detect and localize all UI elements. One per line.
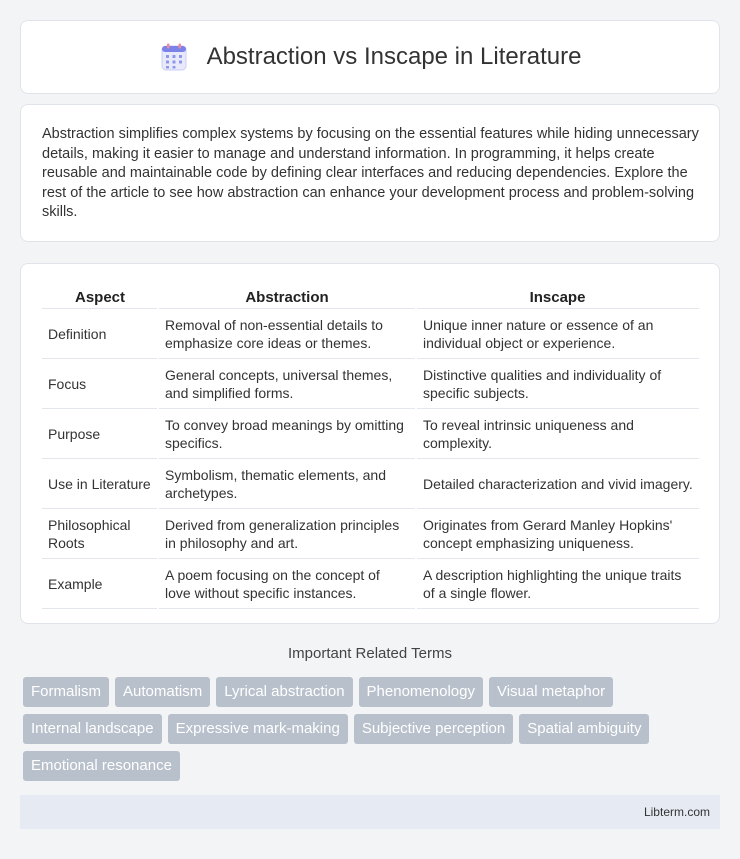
table-row: [42, 359, 699, 409]
related-terms-list: [23, 677, 703, 781]
table-row: [42, 509, 699, 559]
abstraction-cell: Symbolism, thematic elements, and archetypes.: [158, 459, 416, 509]
related-term-tag[interactable]: Internal landscape: [23, 714, 162, 744]
abstraction-cell: Derived from generalization principles in philosophy and art.: [158, 509, 416, 559]
intro-text: Abstraction simplifies complex systems by focusing on the essential features while hiding unnecessary details, making it easier to manage and understand information. In programming, it helps create reusable and maintainable code by defining clear interfaces and reducing dependencies. Explore the rest of the article to see how abstraction can enhance your development process and problem-solving skills.: [42, 126, 699, 220]
abstraction-cell: A poem focusing on the concept of love without specific instances.: [158, 559, 416, 609]
inscape-cell: Detailed characterization and vivid imagery.: [416, 459, 699, 509]
aspect-cell: Philosophical Roots: [42, 509, 158, 559]
footer-brand-link[interactable]: Libterm.com: [643, 805, 710, 819]
related-term-tag[interactable]: Emotional resonance: [23, 751, 180, 781]
table-row: [42, 309, 699, 359]
column-header-inscape: Inscape: [416, 285, 699, 309]
intro-card: [20, 104, 720, 242]
aspect-cell: Example: [42, 559, 158, 609]
related-term-tag[interactable]: Automatism: [115, 677, 210, 707]
aspect-cell: Purpose: [42, 409, 158, 459]
table-header-row: [42, 285, 699, 309]
column-header-abstraction: Abstraction: [158, 285, 416, 309]
related-term-tag[interactable]: Subjective perception: [354, 714, 513, 744]
calendar-grid-icon: [159, 42, 189, 72]
abstraction-cell: To convey broad meanings by omitting specifics.: [158, 409, 416, 459]
abstraction-cell: General concepts, universal themes, and simplified forms.: [158, 359, 416, 409]
inscape-cell: Distinctive qualities and individuality of specific subjects.: [416, 359, 699, 409]
inscape-cell: Originates from Gerard Manley Hopkins' concept emphasizing uniqueness.: [416, 509, 699, 559]
comparison-table-card: [20, 263, 720, 624]
footer: [20, 795, 720, 829]
title-card: [20, 20, 720, 94]
related-term-tag[interactable]: Spatial ambiguity: [519, 714, 649, 744]
column-header-aspect: Aspect: [42, 285, 158, 309]
aspect-cell: Definition: [42, 309, 158, 359]
aspect-cell: Use in Literature: [42, 459, 158, 509]
related-term-tag[interactable]: Phenomenology: [359, 677, 483, 707]
related-term-tag[interactable]: Formalism: [23, 677, 109, 707]
related-term-tag[interactable]: Visual metaphor: [489, 677, 613, 707]
page-title: Abstraction vs Inscape in Literature: [206, 43, 582, 70]
inscape-cell: Unique inner nature or essence of an individual object or experience.: [416, 309, 699, 359]
related-term-tag[interactable]: Lyrical abstraction: [216, 677, 352, 707]
comparison-table: [42, 285, 699, 609]
table-row: [42, 409, 699, 459]
inscape-cell: A description highlighting the unique traits of a single flower.: [416, 559, 699, 609]
table-row: [42, 559, 699, 609]
table-row: [42, 459, 699, 509]
related-term-tag[interactable]: Expressive mark-making: [168, 714, 348, 744]
inscape-cell: To reveal intrinsic uniqueness and complexity.: [416, 409, 699, 459]
abstraction-cell: Removal of non-essential details to emphasize core ideas or themes.: [158, 309, 416, 359]
related-terms-heading: Important Related Terms: [288, 645, 452, 662]
aspect-cell: Focus: [42, 359, 158, 409]
